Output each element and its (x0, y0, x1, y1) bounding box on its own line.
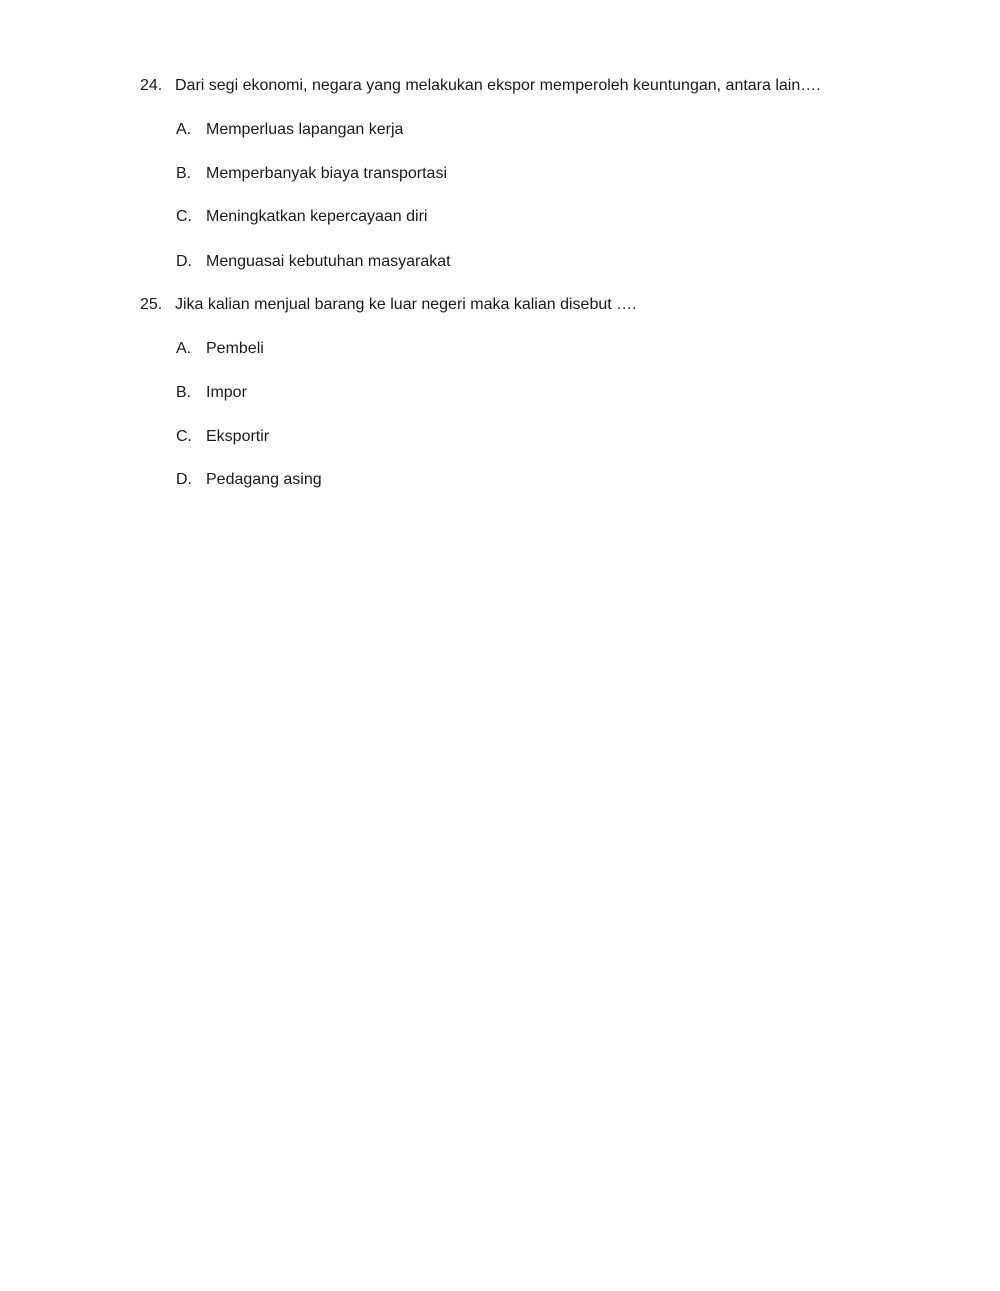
option-text: Impor (206, 384, 247, 401)
option-letter: A. (176, 340, 192, 357)
question-25-option-b[interactable] (176, 384, 247, 402)
question-24-option-b[interactable] (176, 165, 447, 183)
option-text: Pedagang asing (206, 471, 322, 488)
option-letter: C. (176, 208, 192, 225)
question-number: 25. (140, 296, 163, 313)
question-24 (140, 77, 821, 95)
option-text: Menguasai kebutuhan masyarakat (206, 253, 451, 270)
question-24-option-a[interactable] (176, 121, 403, 139)
option-letter: D. (176, 253, 192, 270)
question-25 (140, 296, 637, 314)
option-letter: C. (176, 428, 192, 445)
question-24-option-c[interactable] (176, 208, 427, 226)
option-text: Meningkatkan kepercayaan diri (206, 208, 428, 225)
question-25-option-d[interactable] (176, 471, 322, 489)
option-text: Eksportir (206, 428, 270, 445)
question-24-option-d[interactable] (176, 253, 451, 271)
question-text: Jika kalian menjual barang ke luar negeri maka kalian disebut …. (175, 296, 637, 313)
option-letter: D. (176, 471, 192, 488)
option-letter: B. (176, 384, 192, 401)
question-text: Dari segi ekonomi, negara yang melakukan ekspor memperoleh keuntungan, antara lain…. (175, 77, 821, 94)
option-text: Memperbanyak biaya transportasi (206, 165, 448, 182)
question-number: 24. (140, 77, 163, 94)
option-text: Memperluas lapangan kerja (206, 121, 404, 138)
question-25-option-c[interactable] (176, 428, 269, 446)
option-letter: A. (176, 121, 192, 138)
option-letter: B. (176, 165, 192, 182)
option-text: Pembeli (206, 340, 264, 357)
question-25-option-a[interactable] (176, 340, 264, 358)
